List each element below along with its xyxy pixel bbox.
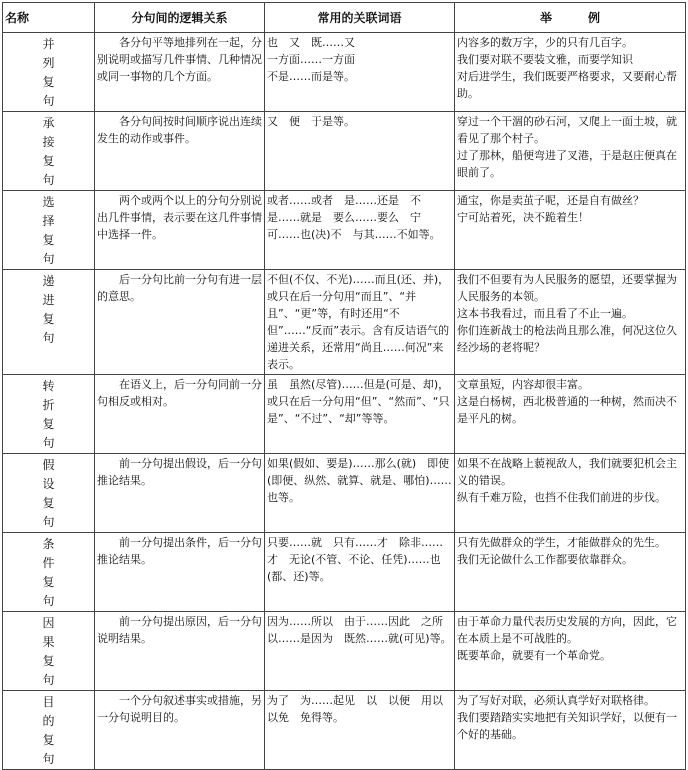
row-name — [3, 454, 95, 533]
row-examples — [455, 191, 686, 270]
row-relation: 一个分句叙述事实或措施，另一分句说明目的。 — [95, 691, 265, 770]
row-words — [265, 33, 455, 112]
row-name-text: 转折复句 — [42, 379, 55, 450]
example-line: 穿过一个干涸的砂石河，又爬上一面土坡，就看见了那个村子。 — [457, 115, 678, 145]
row-words — [265, 454, 455, 533]
row-name-text: 选择复句 — [42, 195, 55, 266]
row-examples — [455, 454, 686, 533]
word-line: 不是……而是等。 — [267, 70, 356, 83]
word-line: 一方面……一方面 — [267, 53, 356, 66]
row-name-text: 条件复句 — [42, 537, 55, 608]
row-examples — [455, 33, 686, 112]
word-line: 或者……或者 是……还是 不是……就是 要么……要么 宁可……也(决)不 与其……不如等。 — [267, 194, 441, 241]
header-example: 举 例 — [455, 3, 686, 33]
word-line: 也 又 既……又 — [267, 36, 356, 49]
row-name-text: 假设复句 — [42, 458, 55, 529]
row-examples — [455, 691, 686, 770]
row-name — [3, 533, 95, 612]
table-row — [3, 533, 686, 612]
header-words: 常用的关联词语 — [265, 3, 455, 33]
row-examples — [455, 112, 686, 191]
row-name-text: 因果复句 — [42, 616, 55, 687]
table-row — [3, 375, 686, 454]
word-line: 为了 为……起见 以 以便 用以 以免 免得等。 — [267, 694, 455, 724]
row-name-text: 目的复句 — [42, 695, 55, 766]
word-line: 如果(假如、要是)……那么(就) 即使(即便、纵然、就算、就是、哪怕)……也等。 — [267, 457, 452, 504]
row-name-text: 承接复句 — [42, 116, 55, 187]
row-name — [3, 270, 95, 375]
example-line: 这是白杨树，西北极普通的一种树，然而决不是平凡的树。 — [457, 395, 678, 425]
example-line: 这本书我看过，而且看了不止一遍。 — [457, 307, 634, 320]
row-examples — [455, 270, 686, 375]
example-line: 既要革命，就要有一个革命党。 — [457, 649, 612, 662]
relations-table — [2, 2, 686, 770]
row-words — [265, 270, 455, 375]
example-line: 通宝，你是卖茧子呢，还是自有做丝？ — [457, 194, 645, 207]
example-line: 由于革命力量代表历史发展的方向，因此，它在本质上是不可战胜的。 — [457, 615, 678, 645]
row-examples — [455, 533, 686, 612]
table-row — [3, 270, 686, 375]
row-name-text: 并列复句 — [42, 37, 55, 108]
row-words — [265, 191, 455, 270]
row-name — [3, 191, 95, 270]
row-name — [3, 691, 95, 770]
table-row — [3, 691, 686, 770]
row-words — [265, 612, 455, 691]
row-relation: 前一分句提出原因，后一分句说明结果。 — [95, 612, 265, 691]
row-words — [265, 375, 455, 454]
example-line: 纵有千难万险，也挡不住我们前进的步伐。 — [457, 491, 667, 504]
example-line: 为了写好对联，必须认真学好对联格律。 — [457, 694, 656, 707]
row-words — [265, 691, 455, 770]
word-line: 虽 虽然(尽管)……但是(可是、却)，或只在后一分句用“但”、“然而”、“只是”、“不过”、“却”等等。 — [267, 378, 450, 425]
row-relation: 后一分句比前一分句有进一层的意思。 — [95, 270, 265, 375]
table-row — [3, 454, 686, 533]
table-row — [3, 112, 686, 191]
row-relation: 各分句间按时间顺序说出连续发生的动作或事件。 — [95, 112, 265, 191]
example-line: 内容多的数万字，少的只有几百字。 — [457, 36, 634, 49]
row-examples — [455, 375, 686, 454]
header-relation: 分句间的逻辑关系 — [95, 3, 265, 33]
example-line: 文章虽短，内容却很丰富。 — [457, 378, 590, 391]
row-name — [3, 612, 95, 691]
row-name-text: 递进复句 — [42, 274, 55, 345]
row-relation: 前一分句提出条件，后一分句推论结果。 — [95, 533, 265, 612]
example-line: 我们要对联不要装文雅，而要学知识 — [457, 53, 634, 66]
header-row — [3, 3, 686, 33]
word-line: 不但(不仅、不光)……而且(还、并)，或只在后一分句用“而且”、“并且”、“更”等，有时还用“不但”……“反而”表示。含有反诘语气的递进关系，还常用“尚且……何况”来表示。 — [267, 273, 450, 371]
example-line: 过了那林，船便弯进了叉港，于是赵庄便真在眼前了。 — [457, 149, 678, 179]
row-name — [3, 33, 95, 112]
word-line: 又 便 于是等。 — [267, 115, 356, 128]
row-examples — [455, 612, 686, 691]
row-relation: 前一分句提出假设，后一分句推论结果。 — [95, 454, 265, 533]
row-relation: 各分句平等地排列在一起，分别说明或描写几件事情、几种情况或同一事物的几个方面。 — [95, 33, 265, 112]
example-line: 我们无论做什么工作都要依靠群众。 — [457, 553, 634, 566]
row-name — [3, 375, 95, 454]
example-line: 我们要踏踏实实地把有关知识学好，以便有一个好的基础。 — [457, 711, 678, 741]
example-line: 对后进学生，我们既要严格要求，又要耐心帮助。 — [457, 70, 678, 100]
word-line: 只要……就 只有……才 除非……才 无论(不管、不论、任凭)……也(都、还)等。 — [267, 536, 444, 583]
word-line: 因为……所以 由于……因此 之所以……是因为 既然……就(可见)等。 — [267, 615, 452, 645]
example-line: 只有先做群众的学生，才能做群众的先生。 — [457, 536, 667, 549]
row-words — [265, 112, 455, 191]
row-name — [3, 112, 95, 191]
row-words — [265, 533, 455, 612]
table-row — [3, 33, 686, 112]
example-line: 宁可站着死，决不跪着生！ — [457, 211, 590, 224]
example-line: 你们连新战士的枪法尚且那么准，何况这位久经沙场的老将呢？ — [457, 324, 678, 354]
table-row — [3, 612, 686, 691]
row-relation: 两个或两个以上的分句分别说出几件事情，表示要在这几件事情中选择一件。 — [95, 191, 265, 270]
header-name: 名称 — [3, 3, 95, 33]
example-line: 如果不在战略上藐视敌人，我们就要犯机会主义的错误。 — [457, 457, 678, 487]
row-relation: 在语义上，后一分句同前一分句相反或相对。 — [95, 375, 265, 454]
example-line: 我们不但要有为人民服务的愿望，还要掌握为人民服务的本领。 — [457, 273, 678, 303]
table-row — [3, 191, 686, 270]
